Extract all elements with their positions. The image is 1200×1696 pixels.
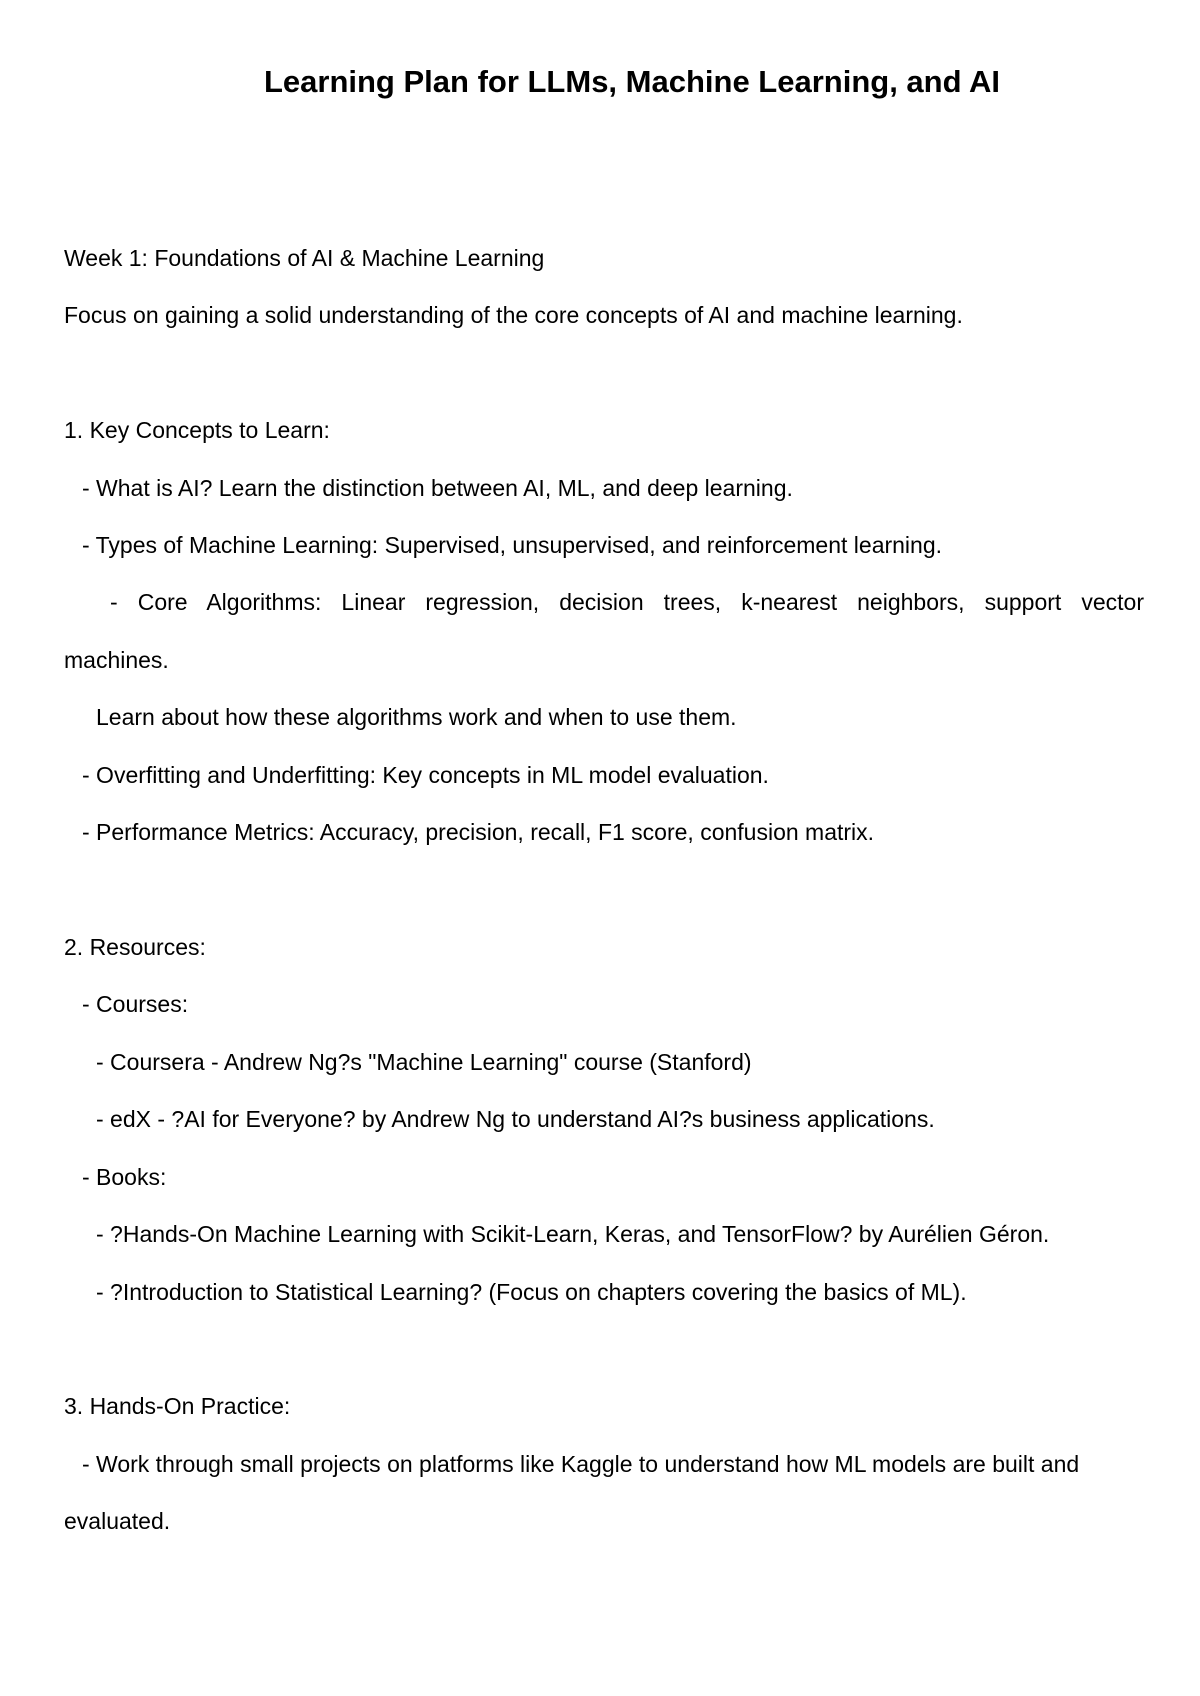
concept-core-algorithms: - Core Algorithms: Linear regression, decision trees, k-nearest neighbors, support vector (110, 589, 1144, 615)
section3-heading: 3. Hands-On Practice: (64, 1393, 291, 1419)
course-item: - Coursera - Andrew Ng?s "Machine Learning" course (Stanford) (96, 1049, 752, 1075)
concept-performance-metrics: - Performance Metrics: Accuracy, precision, recall, F1 score, confusion matrix. (82, 819, 875, 845)
books-label: - Books: (82, 1164, 167, 1190)
book-item: - ?Introduction to Statistical Learning? (Focus on chapters covering the basics of ML). (96, 1279, 967, 1305)
practice-item: - Work through small projects on platforms like Kaggle to understand how ML models are built and (82, 1451, 1080, 1477)
week1-intro: Focus on gaining a solid understanding of the core concepts of AI and machine learning. (64, 302, 963, 328)
concept-learn-about: Learn about how these algorithms work and when to use them. (96, 704, 737, 730)
concept-types-of-ml: - Types of Machine Learning: Supervised, unsupervised, and reinforcement learning. (82, 532, 943, 558)
course-item: - edX - ?AI for Everyone? by Andrew Ng to understand AI?s business applications. (96, 1106, 935, 1132)
section1-heading: 1. Key Concepts to Learn: (64, 417, 330, 443)
courses-label: - Courses: (82, 991, 189, 1017)
practice-item-continued: evaluated. (64, 1508, 171, 1534)
week1-heading: Week 1: Foundations of AI & Machine Learning (64, 245, 545, 271)
concept-core-algorithms-continued: machines. (64, 647, 169, 673)
book-item: - ?Hands-On Machine Learning with Scikit-Learn, Keras, and TensorFlow? by Aurélien Géron. (96, 1221, 1050, 1247)
section2-heading: 2. Resources: (64, 934, 206, 960)
concept-overfitting: - Overfitting and Underfitting: Key concepts in ML model evaluation. (82, 762, 769, 788)
document-title: Learning Plan for LLMs, Machine Learning, and AI (263, 64, 1001, 99)
concept-what-is-ai: - What is AI? Learn the distinction between AI, ML, and deep learning. (82, 475, 793, 501)
